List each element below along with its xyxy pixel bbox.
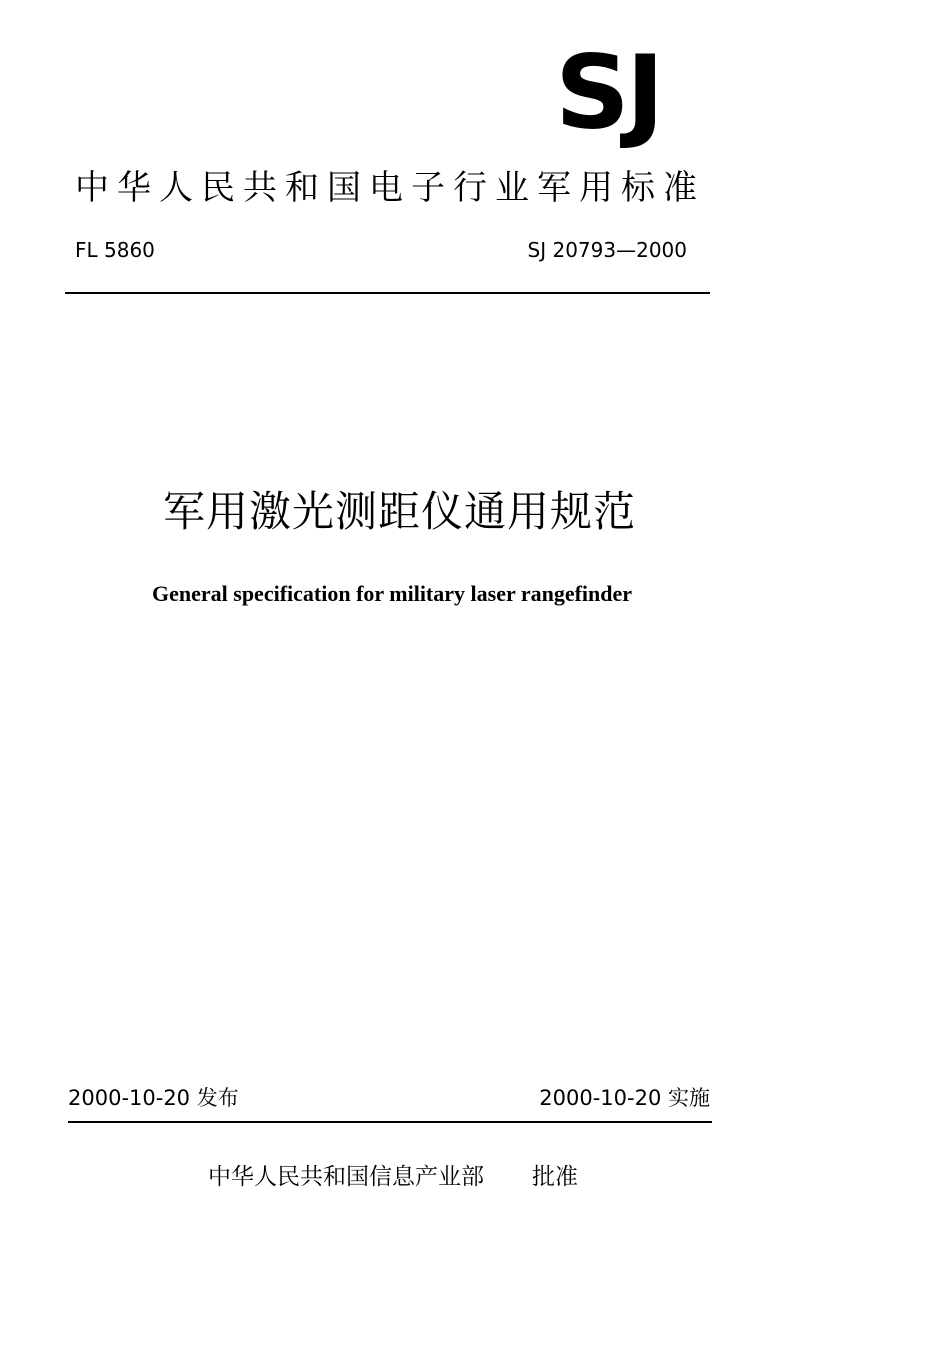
bottom-divider (68, 1121, 712, 1123)
sj-logo: SJ (555, 32, 661, 152)
implementation-date: 2000-10-20 实施 (539, 1086, 710, 1110)
standard-number: SJ 20793—2000 (527, 238, 687, 262)
issue-date: 2000-10-20 发布 (68, 1086, 239, 1110)
top-divider (65, 292, 710, 294)
fl-code: FL 5860 (75, 238, 155, 262)
approving-authority: 中华人民共和国信息产业部 (208, 1164, 484, 1190)
document-title-chinese: 军用激光测距仪通用规范 (163, 487, 637, 536)
standard-category: 中华人民共和国电子行业军用标准 (75, 168, 705, 208)
approval-label: 批准 (532, 1164, 578, 1190)
document-title-english: General specification for military laser rangefinder (152, 581, 633, 606)
